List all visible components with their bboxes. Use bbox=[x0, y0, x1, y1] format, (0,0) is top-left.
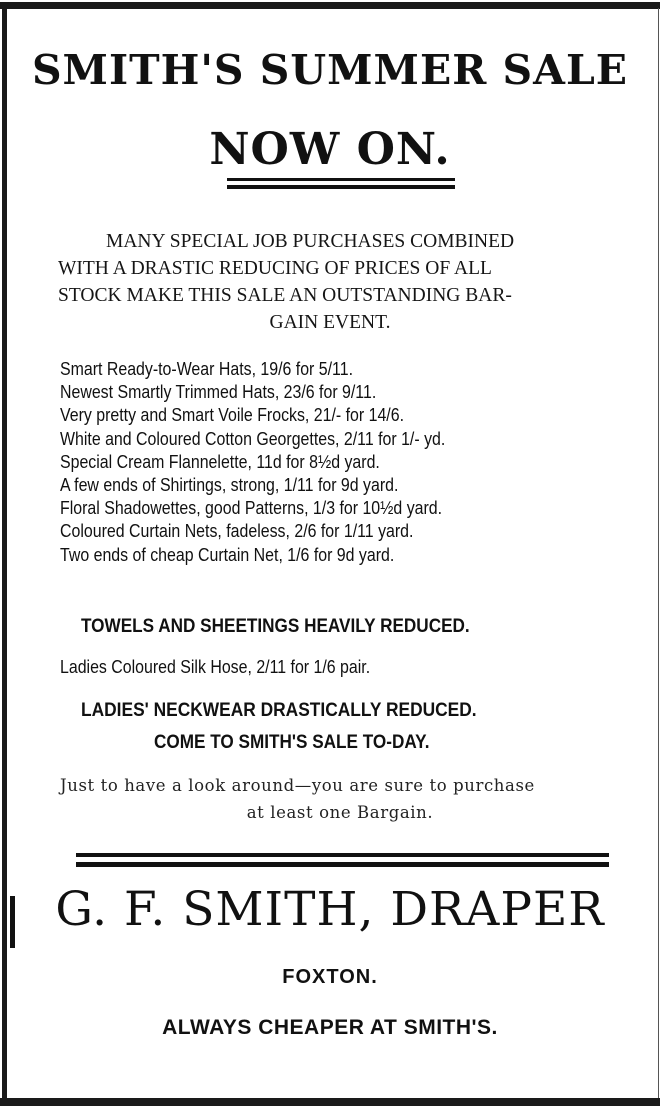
sale-item: Coloured Curtain Nets, fadeless, 2/6 for 1/11 yard. bbox=[60, 520, 414, 542]
top-border bbox=[0, 2, 660, 9]
divider-short bbox=[227, 178, 455, 190]
sale-item: A few ends of Shirtings, strong, 1/11 for 9d yard. bbox=[60, 474, 399, 496]
tagline: ALWAYS CHEAPER AT SMITH'S. bbox=[162, 1016, 498, 1039]
sale-item: Two ends of cheap Curtain Net, 1/6 for 9d yard. bbox=[60, 543, 395, 565]
company-name: G. F. SMITH, DRAPER bbox=[55, 882, 605, 937]
bottom-border bbox=[0, 1098, 660, 1106]
hose-item: Ladies Coloured Silk Hose, 2/11 for 1/6 pair. bbox=[60, 656, 371, 677]
neckwear-notice: LADIES' NECKWEAR DRASTICALLY REDUCED. bbox=[81, 699, 477, 721]
closing-note-line: Just to have a look around—you are sure to purchase bbox=[60, 776, 535, 795]
headline-title: SMITH'S SUMMER SALE bbox=[31, 46, 629, 94]
sale-items-list bbox=[60, 357, 640, 566]
headline-subtitle: NOW ON. bbox=[209, 124, 451, 175]
sale-item: White and Coloured Cotton Georgettes, 2/11 for 1/- yd. bbox=[60, 427, 446, 449]
intro-line: STOCK MAKE THIS SALE AN OUTSTANDING BAR- bbox=[58, 285, 512, 306]
intro-paragraph bbox=[58, 228, 624, 336]
intro-line: GAIN EVENT. bbox=[269, 312, 391, 333]
sale-item: Newest Smartly Trimmed Hats, 23/6 for 9/11. bbox=[60, 381, 377, 403]
closing-note-line: at least one Bargain. bbox=[246, 803, 434, 822]
closing-note bbox=[60, 772, 620, 826]
come-today-notice: COME TO SMITH'S SALE TO-DAY. bbox=[154, 731, 430, 753]
sale-item: Special Cream Flannelette, 11d for 8½d yard. bbox=[60, 450, 380, 472]
intro-line: WITH A DRASTIC REDUCING OF PRICES OF ALL bbox=[58, 258, 492, 279]
sale-item: Floral Shadowettes, good Patterns, 1/3 for 10½d yard. bbox=[60, 497, 443, 519]
towels-notice: TOWELS AND SHEETINGS HEAVILY REDUCED. bbox=[81, 615, 470, 637]
town-name: FOXTON. bbox=[282, 966, 378, 988]
intro-line: MANY SPECIAL JOB PURCHASES COMBINED bbox=[106, 231, 515, 252]
divider-long bbox=[76, 853, 609, 869]
sale-item: Smart Ready-to-Wear Hats, 19/6 for 5/11. bbox=[60, 358, 353, 379]
sale-item: Very pretty and Smart Voile Frocks, 21/- for 14/6. bbox=[60, 404, 404, 426]
